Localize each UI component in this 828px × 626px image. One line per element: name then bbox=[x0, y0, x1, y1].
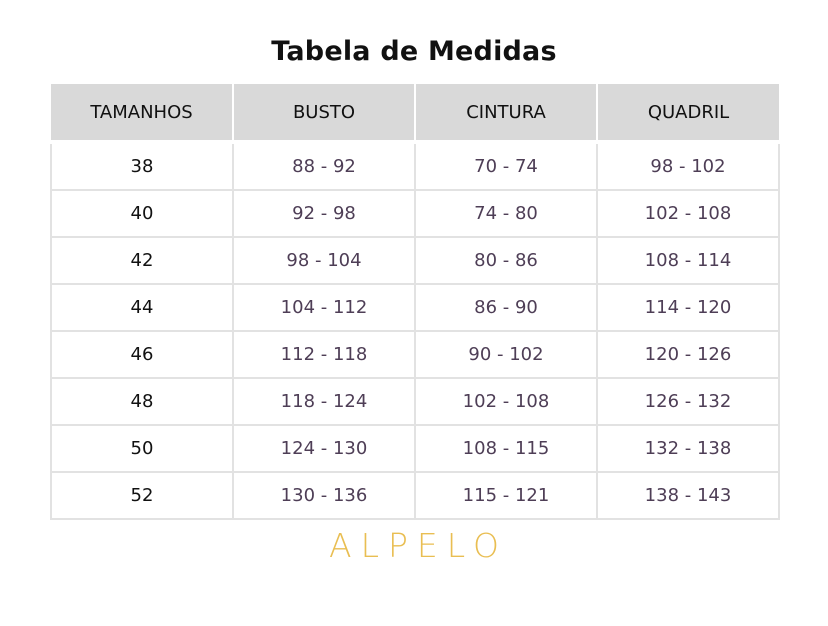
quadril-cell: 98 - 102 bbox=[597, 142, 779, 190]
busto-cell: 88 - 92 bbox=[233, 142, 415, 190]
quadril-cell: 132 - 138 bbox=[597, 425, 779, 472]
quadril-cell: 114 - 120 bbox=[597, 284, 779, 331]
size-cell: 38 bbox=[51, 142, 233, 190]
table-row bbox=[51, 331, 779, 378]
quadril-cell: 138 - 143 bbox=[597, 472, 779, 519]
table-row bbox=[51, 237, 779, 284]
size-cell: 42 bbox=[51, 237, 233, 284]
table-row bbox=[51, 284, 779, 331]
busto-cell: 130 - 136 bbox=[233, 472, 415, 519]
cintura-cell: 90 - 102 bbox=[415, 331, 597, 378]
table-row bbox=[51, 425, 779, 472]
brand-logo: ALPELO bbox=[329, 526, 508, 565]
size-cell: 50 bbox=[51, 425, 233, 472]
busto-cell: 124 - 130 bbox=[233, 425, 415, 472]
cintura-cell: 74 - 80 bbox=[415, 190, 597, 237]
quadril-cell: 108 - 114 bbox=[597, 237, 779, 284]
table-row bbox=[51, 190, 779, 237]
size-cell: 46 bbox=[51, 331, 233, 378]
size-cell: 40 bbox=[51, 190, 233, 237]
size-cell: 44 bbox=[51, 284, 233, 331]
quadril-cell: 102 - 108 bbox=[597, 190, 779, 237]
table-header-row bbox=[51, 84, 779, 142]
header-quadril: QUADRIL bbox=[597, 84, 779, 142]
cintura-cell: 80 - 86 bbox=[415, 237, 597, 284]
table-row bbox=[51, 142, 779, 190]
page-title: Tabela de Medidas bbox=[271, 36, 557, 67]
header-tamanhos: TAMANHOS bbox=[51, 84, 233, 142]
cintura-cell: 70 - 74 bbox=[415, 142, 597, 190]
cintura-cell: 86 - 90 bbox=[415, 284, 597, 331]
busto-cell: 104 - 112 bbox=[233, 284, 415, 331]
size-cell: 52 bbox=[51, 472, 233, 519]
quadril-cell: 120 - 126 bbox=[597, 331, 779, 378]
table-row bbox=[51, 472, 779, 519]
cintura-cell: 108 - 115 bbox=[415, 425, 597, 472]
table-row bbox=[51, 378, 779, 425]
size-table bbox=[50, 84, 780, 520]
busto-cell: 118 - 124 bbox=[233, 378, 415, 425]
busto-cell: 92 - 98 bbox=[233, 190, 415, 237]
busto-cell: 98 - 104 bbox=[233, 237, 415, 284]
cintura-cell: 115 - 121 bbox=[415, 472, 597, 519]
header-busto: BUSTO bbox=[233, 84, 415, 142]
quadril-cell: 126 - 132 bbox=[597, 378, 779, 425]
busto-cell: 112 - 118 bbox=[233, 331, 415, 378]
header-cintura: CINTURA bbox=[415, 84, 597, 142]
cintura-cell: 102 - 108 bbox=[415, 378, 597, 425]
size-cell: 48 bbox=[51, 378, 233, 425]
